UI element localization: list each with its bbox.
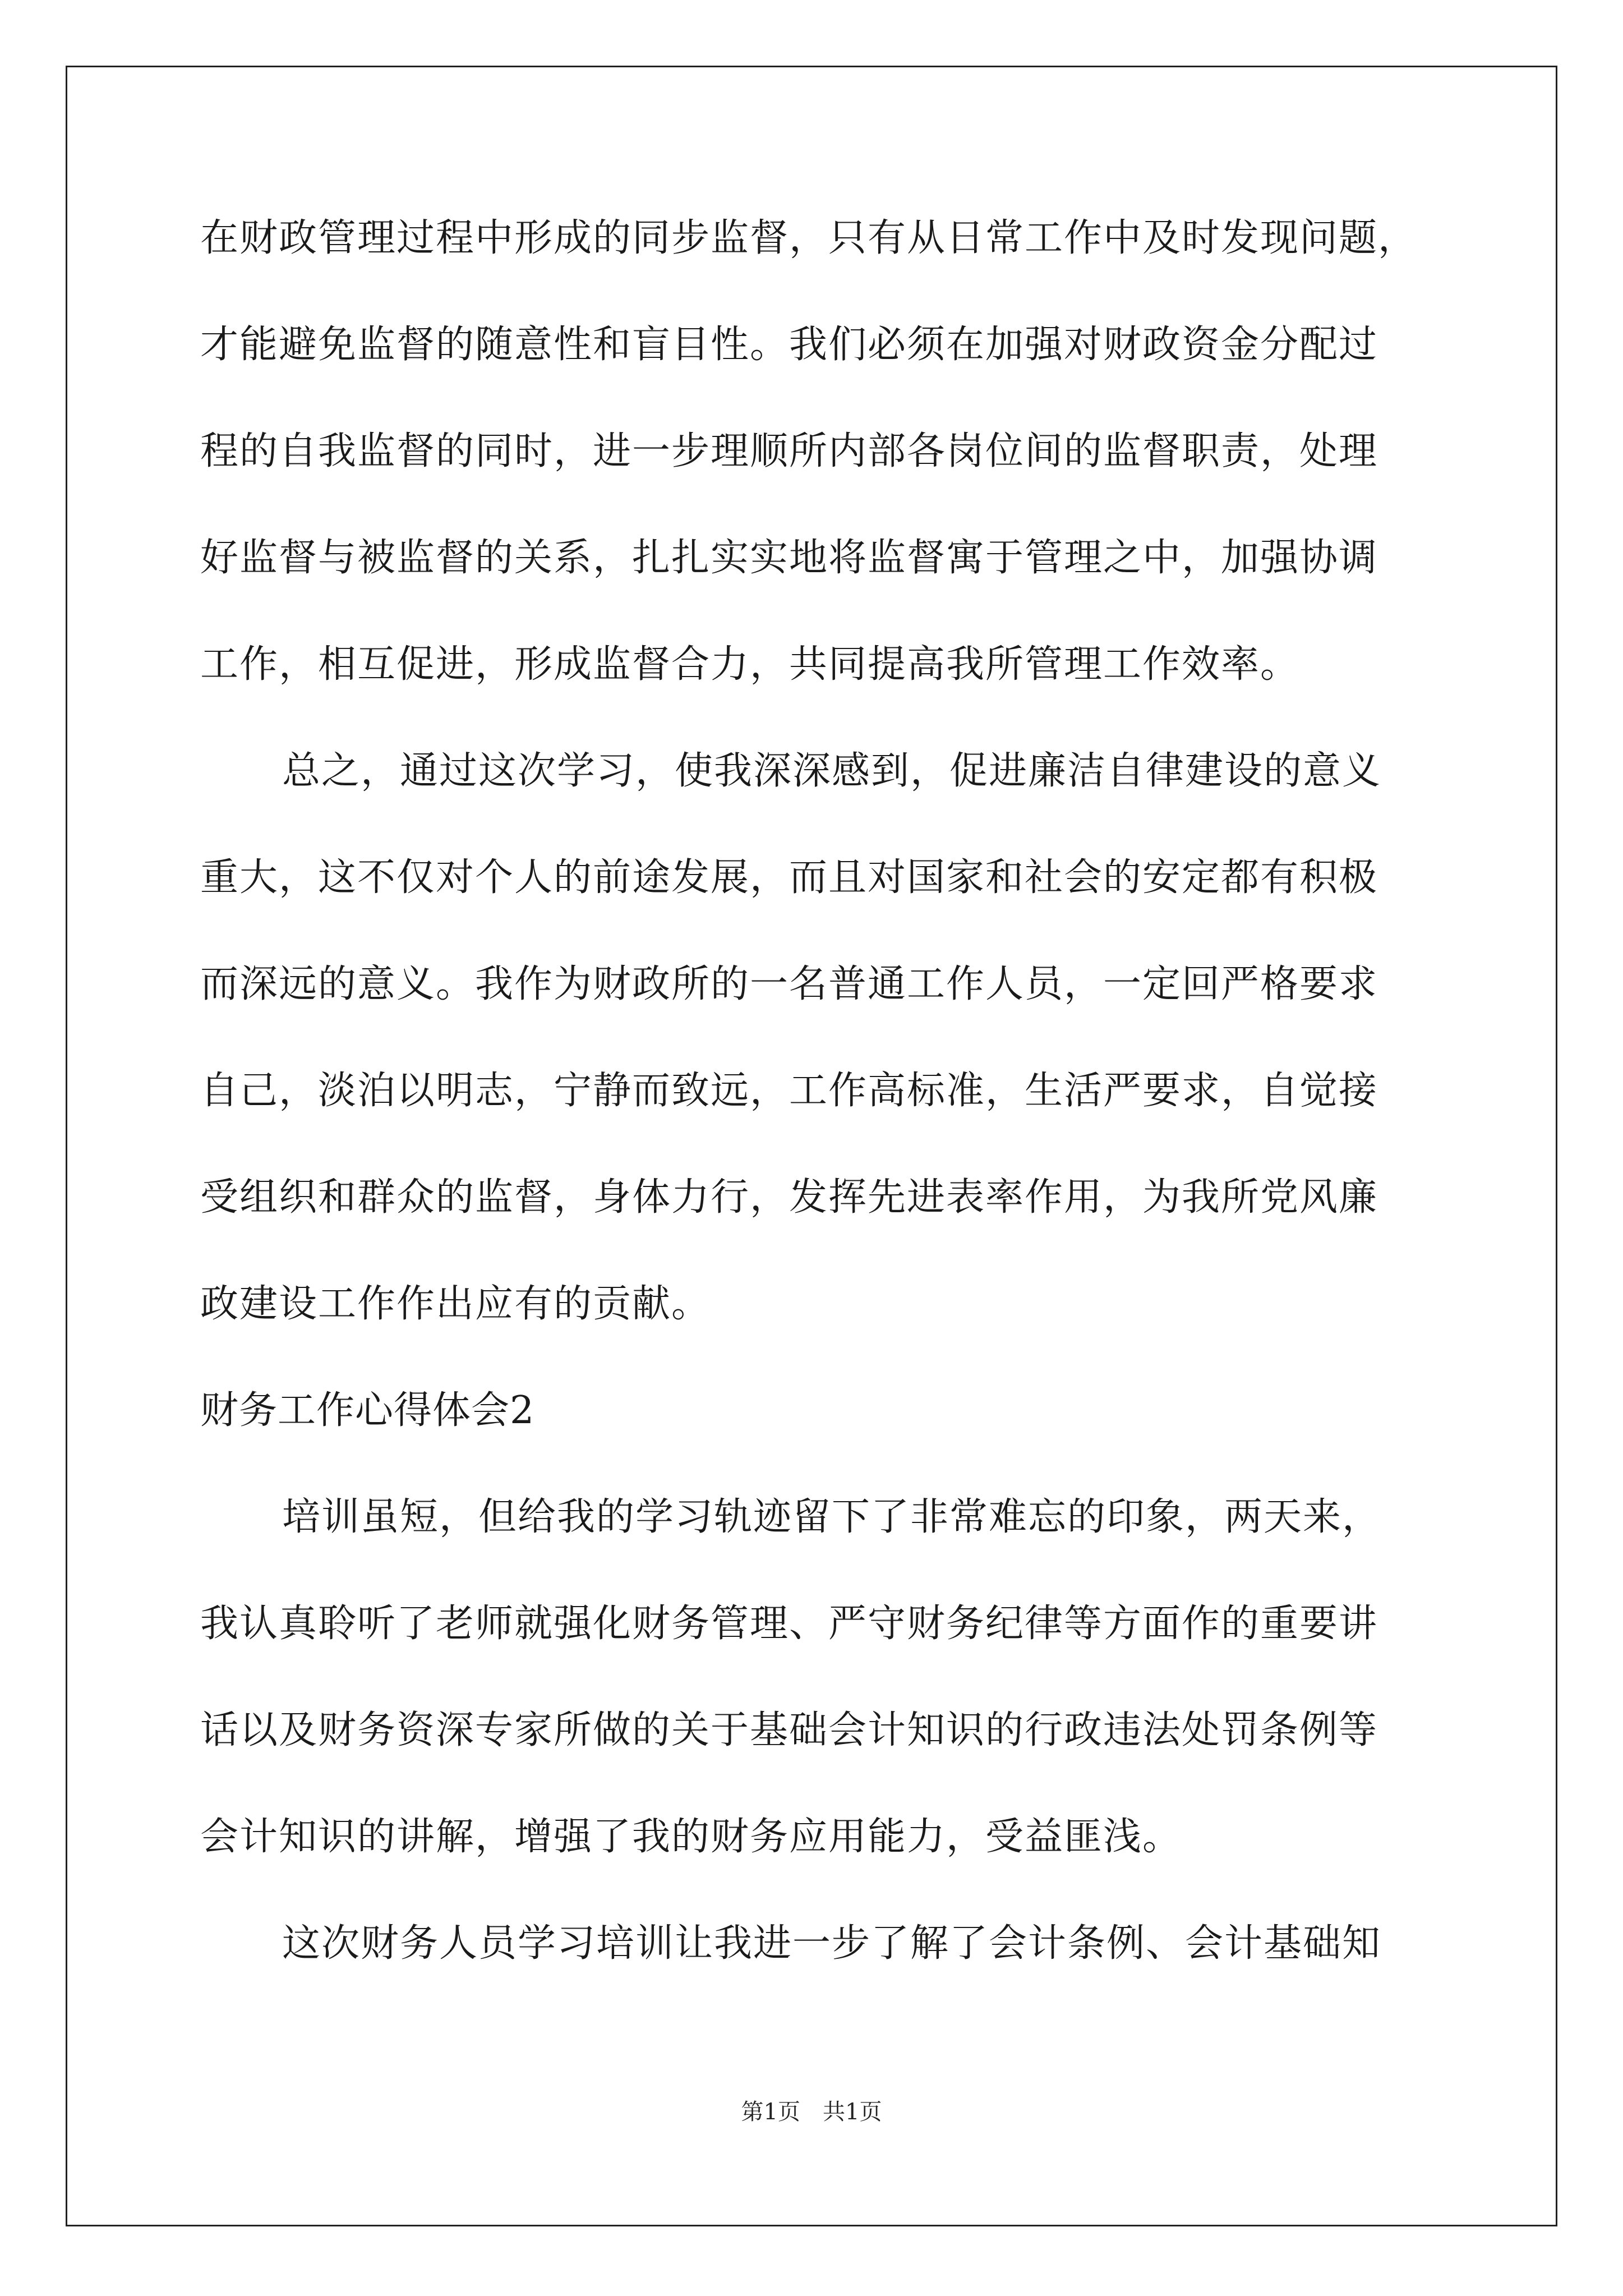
paragraph-line: 程的自我监督的同时，进一步理顺所内部各岗位间的监督职责，处理: [200, 429, 1378, 473]
paragraph-line: 受组织和群众的监督，身体力行，发挥先进表率作用，为我所党风廉: [200, 1175, 1378, 1220]
page-border: [66, 66, 1557, 2226]
paragraph-line: 我认真聆听了老师就强化财务管理、严守财务纪律等方面作的重要讲: [200, 1602, 1378, 1646]
paragraph-line: 这次财务人员学习培训让我进一步了解了会计条例、会计基础知: [282, 1921, 1382, 1966]
paragraph-line: 政建设工作作出应有的贡献。: [200, 1282, 711, 1326]
paragraph-line: 工作，相互促进，形成监督合力，共同提高我所管理工作效率。: [200, 642, 1300, 687]
paragraph-line: 重大，这不仅对个人的前途发展，而且对国家和社会的安定都有积极: [200, 855, 1378, 900]
paragraph-line: 好监督与被监督的关系，扎扎实实地将监督寓于管理之中，加强协调: [200, 536, 1378, 580]
paragraph-line: 总之，通过这次学习，使我深深感到，促进廉洁自律建设的意义: [282, 749, 1382, 793]
page-footer: [0, 2095, 1623, 2129]
section-heading: 财务工作心得体会2: [200, 1388, 535, 1433]
paragraph-line: 培训虽短，但给我的学习轨迹留下了非常难忘的印象，两天来，: [282, 1495, 1382, 1539]
paragraph-line: 在财政管理过程中形成的同步监督，只有从日常工作中及时发现问题，: [200, 216, 1418, 260]
paragraph-line: 会计知识的讲解，增强了我的财务应用能力，受益匪浅。: [200, 1815, 1182, 1859]
paragraph-line: 才能避免监督的随意性和盲目性。我们必须在加强对财政资金分配过: [200, 323, 1378, 367]
paragraph-line: 自己，淡泊以明志，宁静而致远，工作高标准，生活严要求，自觉接: [200, 1069, 1378, 1113]
paragraph-line: 而深远的意义。我作为财政所的一名普通工作人员，一定回严格要求: [200, 962, 1378, 1006]
page-number: 第1页 共1页: [741, 2099, 882, 2125]
paragraph-line: 话以及财务资深专家所做的关于基础会计知识的行政违法处罚条例等: [200, 1708, 1378, 1752]
